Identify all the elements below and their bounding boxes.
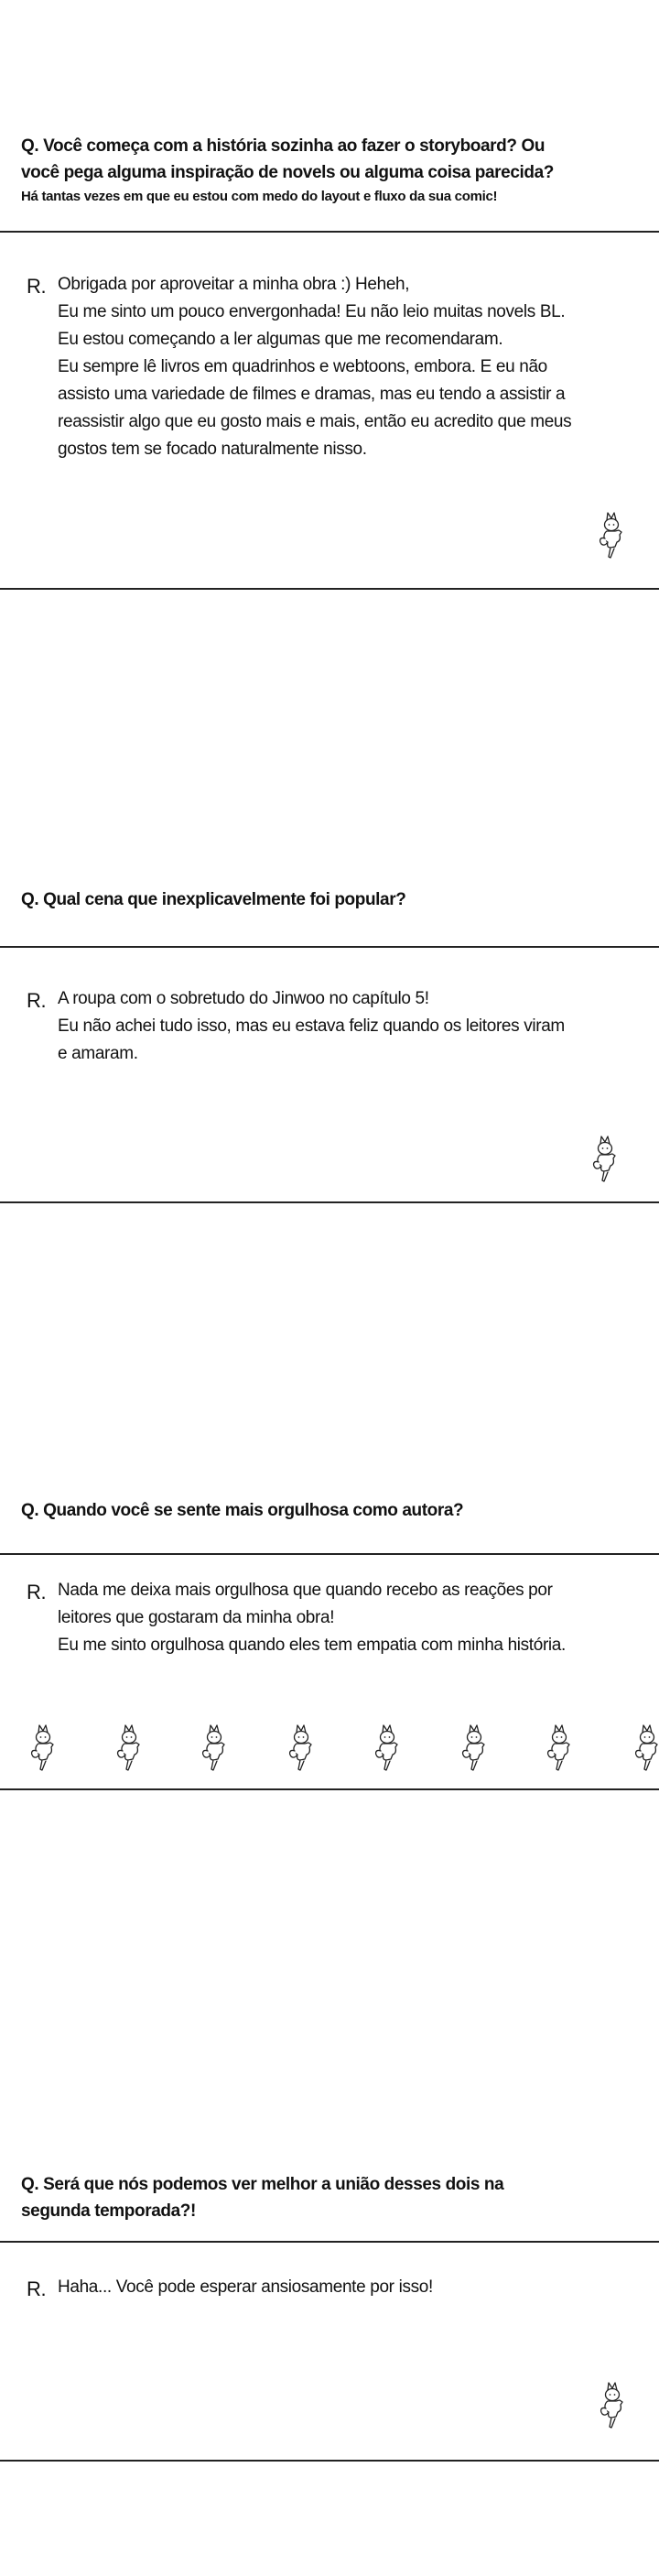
answer-line: Eu me sinto um pouco envergonhada! Eu não leio muitas novels BL. [58, 302, 566, 321]
answer-mark: R. [27, 2277, 47, 2300]
answer-mark: R. [27, 989, 47, 1012]
cat-doodle-icon [596, 2381, 631, 2434]
divider [0, 946, 659, 948]
answer-line: Obrigada por aproveitar a minha obra :) Heheh, [58, 275, 410, 294]
answer-2 [27, 985, 565, 1068]
divider [0, 2460, 659, 2462]
answer-line: Eu estou começando a ler algumas que me recomendaram. [58, 330, 503, 349]
answer-line: Eu me sinto orgulhosa quando eles tem empatia com minha história. [58, 1636, 566, 1655]
answer-line: assisto uma variedade de filmes e dramas, mas eu tendo a assistir a [58, 385, 566, 404]
answer-1 [27, 271, 571, 463]
cat-doodle-icon [458, 1723, 492, 1777]
answer-mark: R. [27, 1581, 47, 1603]
divider [0, 588, 659, 590]
divider [0, 2241, 659, 2243]
answer-line: Nada me deixa mais orgulhosa que quando recebo as reações por [58, 1581, 553, 1600]
cat-doodle-icon [198, 1723, 232, 1777]
answer-3 [27, 1577, 566, 1659]
question-line: você pega alguma inspiração de novels ou alguma coisa parecida? [21, 163, 554, 182]
question-3 [21, 1497, 463, 1524]
question-1 [21, 133, 554, 208]
answer-4 [27, 2274, 433, 2301]
answer-line: e amaram. [58, 1044, 138, 1063]
question-line: Q. Quando você se sente mais orgulhosa como autora? [21, 1501, 464, 1520]
answer-line: Eu sempre lê livros em quadrinhos e webtoons, embora. E eu não [58, 357, 547, 376]
cat-doodle-icon [371, 1723, 405, 1777]
cat-doodle-icon [27, 1723, 61, 1777]
question-4 [21, 2171, 503, 2224]
divider [0, 1788, 659, 1790]
divider [0, 1201, 659, 1203]
answer-line: reassistir algo que eu gosto mais e mais, então eu acredito que meus [58, 412, 572, 431]
divider [0, 231, 659, 233]
answer-line: leitores que gostaram da minha obra! [58, 1608, 335, 1627]
cat-doodle-icon [595, 511, 630, 564]
question-2 [21, 886, 405, 913]
question-line: Q. Você começa com a história sozinha ao fazer o storyboard? Ou [21, 136, 546, 156]
cat-doodle-icon [543, 1723, 578, 1777]
cat-doodle-icon [589, 1135, 623, 1188]
answer-mark: R. [27, 275, 47, 298]
cat-doodle-icon [631, 1723, 659, 1777]
answer-line: Haha... Você pode esperar ansiosamente por isso! [58, 2277, 433, 2297]
answer-line: A roupa com o sobretudo do Jinwoo no capítulo 5! [58, 989, 429, 1008]
question-subtext: Há tantas vezes em que eu estou com medo do layout e fluxo da sua comic! [21, 189, 498, 204]
question-line: Q. Será que nós podemos ver melhor a união desses dois na [21, 2175, 504, 2194]
answer-line: gostos tem se focado naturalmente nisso. [58, 440, 367, 459]
cat-doodle-icon [285, 1723, 319, 1777]
question-line: Q. Qual cena que inexplicavelmente foi popular? [21, 890, 406, 909]
cat-doodle-icon [113, 1723, 147, 1777]
divider [0, 1553, 659, 1555]
question-line: segunda temporada?! [21, 2201, 196, 2221]
answer-line: Eu não achei tudo isso, mas eu estava feliz quando os leitores viram [58, 1016, 565, 1036]
